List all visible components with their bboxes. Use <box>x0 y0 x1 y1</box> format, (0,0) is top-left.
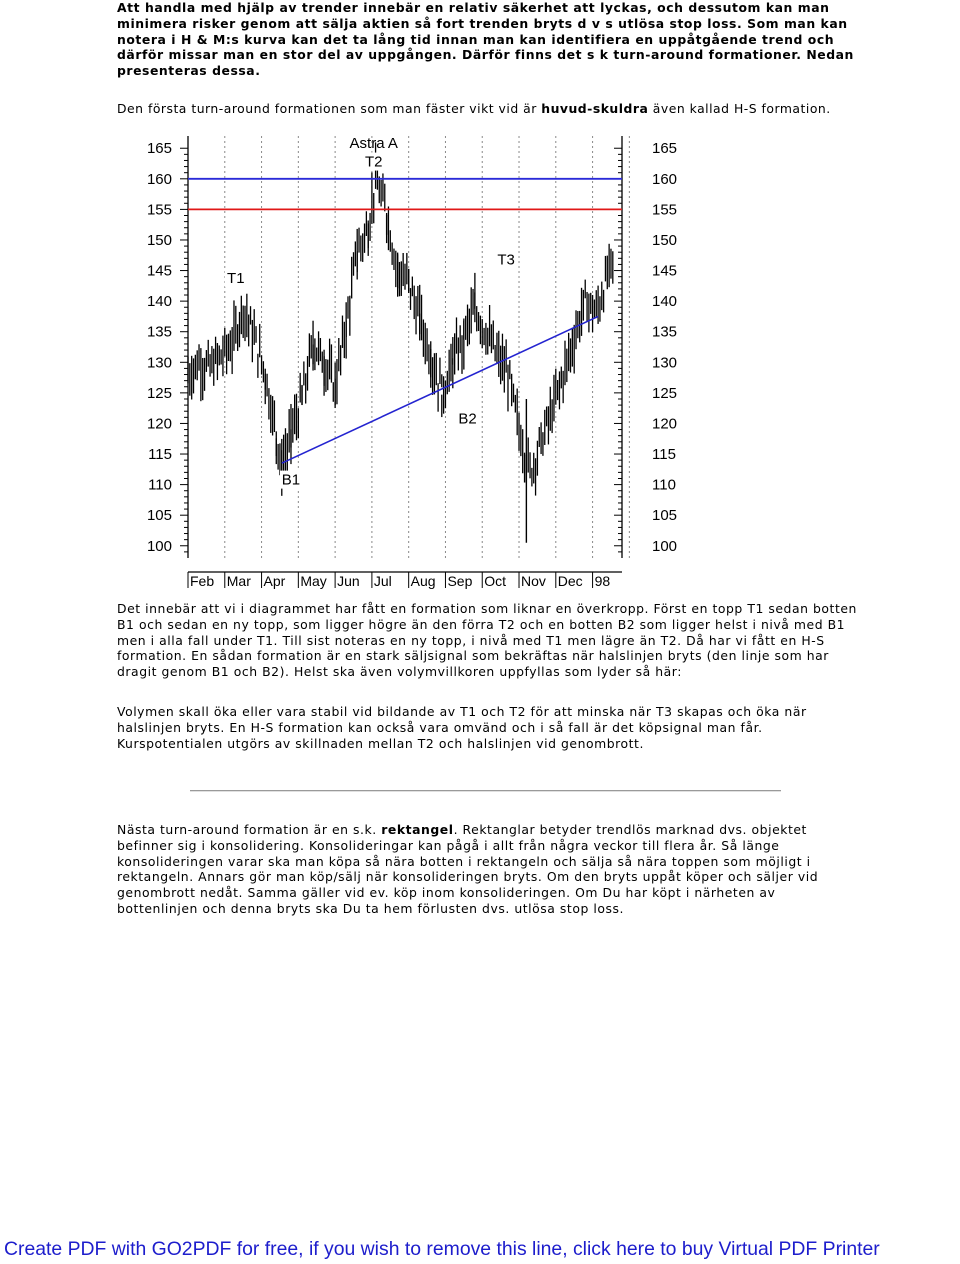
rectangle-text: Nästa turn-around formation är en s.k. <box>117 822 382 837</box>
rectangle-text-end: . Rektanglar betyder trendlös marknad dvs. objektet befinner sig i konsolidering. Konsolideringar kan pågå i allt från några veckor till flera år. Så länge konsolideringen varar ska man köpa så nära botten i rektangeln och sälja så nära toppen som möjligt i rektangeln. Annars gör man köp/sälj när konsolideringen bryts. Om den bryts uppåt köper och säljer vid genombrott nedåt. Samma gäller vid ev. köp inom konsolideringen. Om Du har köpt i närheten av bottenlinjen och denna bryts ska Du ta hem förlusten dvs. utlösa stop loss. <box>117 822 819 916</box>
y-tick-label-right: 145 <box>652 262 678 280</box>
y-tick-label-right: 100 <box>652 537 678 555</box>
hs-intro-bold-term: huvud-skuldra <box>541 101 649 116</box>
y-tick-label-left: 120 <box>146 415 172 433</box>
y-tick-label-left: 130 <box>146 354 172 372</box>
y-tick-label-right: 115 <box>652 446 676 464</box>
x-tick-label: Feb <box>190 573 215 589</box>
y-tick-label-right: 155 <box>652 201 678 219</box>
horizontal-divider <box>190 790 781 792</box>
y-tick-label-right: 160 <box>652 170 678 188</box>
x-tick-label: Jul <box>373 573 392 589</box>
y-tick-label-left: 160 <box>146 170 172 188</box>
explanation-paragraph: Det innebär att vi i diagrammet har fått en formation som liknar en överkropp. Först en topp T1 sedan botten B1 och sedan en ny topp, som ligger högre än den förra T2 och en botten B2 som ligger helst i nivå med B1 men i alla fall under T1. Till sist noteras en ny topp, i nivå med T1 men lägre än T2. Då har vi fått en H-S formation. En sådan formation är en stark säljsignal som bekräftas när halslinjen bryts (den linje som har dragit genom B1 och B2). Helst ska även volymvillkoren uppfyllas som lyder så här: <box>117 601 857 680</box>
go2pdf-footer-link[interactable]: Create PDF with GO2PDF for free, if you wish to remove this line, click here to buy Virtual PDF Printer <box>4 1238 880 1260</box>
x-tick-label: 98 <box>594 573 611 589</box>
volume-paragraph: Volymen skall öka eller vara stabil vid bildande av T1 och T2 för att minska när T3 skapas och öka när halslinjen bryts. En H-S formation kan också vara omvänd och i så fall är det köpsignal man får. Kurspotentialen utgörs av skillnaden mellan T2 och halslinjen vid genombrott. <box>117 704 807 751</box>
formation-label: T2 <box>364 153 383 171</box>
x-tick-label: Mar <box>226 573 251 589</box>
x-tick-label: Jun <box>337 573 360 589</box>
y-tick-label-right: 130 <box>652 354 678 372</box>
stock-chart-svg <box>134 128 678 589</box>
y-tick-label-right: 125 <box>652 384 678 402</box>
y-tick-label-left: 145 <box>146 262 172 280</box>
y-tick-label-left: 165 <box>146 140 172 158</box>
x-tick-label: Sep <box>447 573 473 589</box>
y-tick-label-right: 165 <box>652 140 678 158</box>
stock-chart <box>134 128 678 589</box>
x-tick-label: Apr <box>263 573 286 589</box>
y-tick-label-left: 110 <box>148 476 172 494</box>
y-tick-label-right: 150 <box>652 231 678 249</box>
y-tick-label-left: 155 <box>146 201 172 219</box>
y-tick-label-left: 105 <box>146 507 172 525</box>
y-tick-label-right: 110 <box>652 476 676 494</box>
hs-intro-text-end: även kallad H-S formation. <box>648 101 831 116</box>
y-tick-label-left: 100 <box>146 537 172 555</box>
x-tick-label: Oct <box>484 573 507 589</box>
x-tick-label: Aug <box>410 573 436 589</box>
formation-label: B1 <box>281 471 301 489</box>
formation-label: T3 <box>497 251 515 269</box>
y-tick-label-right: 120 <box>652 415 678 433</box>
x-tick-label: Dec <box>557 573 583 589</box>
y-tick-label-left: 125 <box>146 384 172 402</box>
intro-paragraph: Att handla med hjälp av trender innebär en relativ säkerhet att lyckas, och dessutom kan man minimera risker genom att sälja aktien så fort trenden bryts d v s utlösa stop loss. Som man kan notera i H & M:s kurva kan det ta lång tid innan man kan identifiera en uppåtgående trend och därför missar man en stor del av uppgången. Därför finns det s k turn-around formationer. Nedan presenteras dessa. <box>117 0 854 79</box>
chart-title: Astra A <box>349 135 398 152</box>
y-tick-label-right: 135 <box>652 323 678 341</box>
y-tick-label-left: 150 <box>146 231 172 249</box>
rectangle-paragraph <box>117 822 857 917</box>
y-tick-label-left: 135 <box>146 323 172 341</box>
x-tick-label: May <box>300 573 327 589</box>
formation-label: T1 <box>227 269 245 287</box>
formation-label: B2 <box>458 410 477 428</box>
y-tick-label-right: 140 <box>652 293 678 311</box>
x-tick-label: Nov <box>521 573 546 589</box>
y-tick-label-left: 140 <box>146 293 172 311</box>
y-tick-label-left: 115 <box>148 446 172 464</box>
rectangle-bold-term: rektangel <box>381 822 454 837</box>
hs-intro-paragraph <box>117 101 857 117</box>
y-tick-label-right: 105 <box>652 507 678 525</box>
hs-intro-text: Den första turn-around formationen som man fäster vikt vid är <box>117 101 542 116</box>
